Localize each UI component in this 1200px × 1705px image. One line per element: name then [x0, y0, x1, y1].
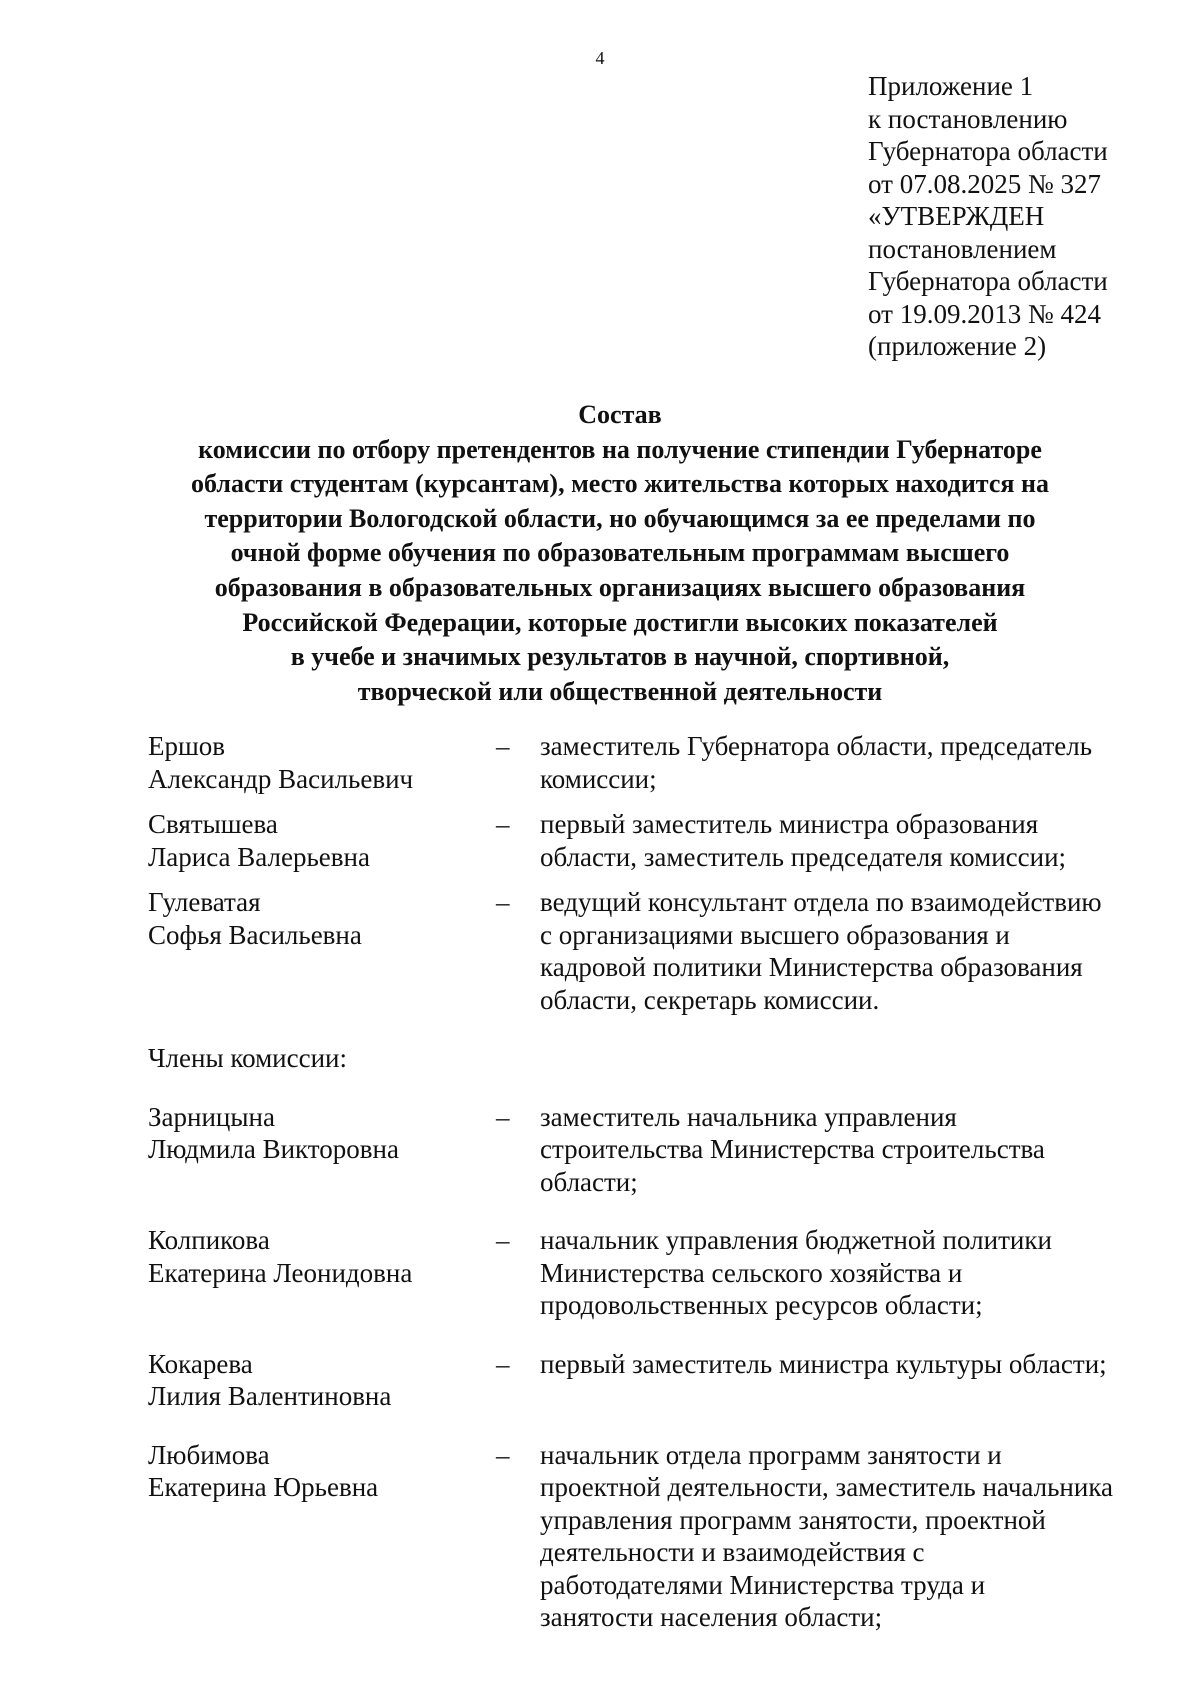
role-line: первый заместитель министра образования [540, 809, 1039, 839]
member-row [148, 1224, 1188, 1322]
appendix-line: (приложение 2) [868, 331, 1047, 361]
appendix-line: Приложение 1 [868, 71, 1034, 101]
member-surname: Ершов [148, 731, 226, 761]
role-line: управления программ занятости, проектной [540, 1504, 1046, 1535]
title-line: области студентам (курсантам), место жительства которых находится на [191, 469, 1049, 499]
role-line: проектной деятельности, заместитель начальника [540, 1472, 1114, 1502]
role-line: работодателями Министерства труда и [540, 1569, 986, 1600]
member-name [148, 1224, 488, 1289]
role-line: первый заместитель министра культуры области; [540, 1348, 1107, 1379]
member-name [148, 886, 488, 951]
role-line: с организациями высшего образования и [540, 919, 1010, 950]
title-line: Российской Федерации, которые достигли высоких показателей [242, 607, 998, 637]
member-surname: Любимова [148, 1439, 270, 1470]
role-line: ведущий консультант отдела по взаимодействию [540, 887, 1102, 917]
title-heading: Состав [578, 400, 662, 429]
member-row [148, 1101, 1188, 1199]
title-line: образования в образовательных организациях высшего образования [214, 572, 1026, 602]
member-row [148, 730, 1188, 795]
appendix-line: «УТВЕРЖДЕН [868, 201, 1045, 231]
member-role [540, 1348, 1188, 1381]
member-given-name: Лилия Валентиновна [148, 1381, 392, 1411]
member-role [540, 1439, 1188, 1634]
dash-separator: – [496, 731, 510, 761]
role-line: строительства Министерства строительства [540, 1134, 1045, 1164]
member-given-name: Лариса Валерьевна [148, 841, 370, 872]
member-given-name: Софья Васильевна [148, 919, 362, 950]
commission-list [148, 730, 1188, 1634]
member-row [148, 808, 1188, 873]
dash-separator: – [496, 887, 510, 917]
member-role [540, 808, 1188, 873]
member-role [540, 886, 1188, 1016]
title-line: творческой или общественной деятельности [357, 676, 883, 706]
member-name [148, 730, 488, 795]
member-surname: Святышева [148, 809, 278, 839]
member-surname: Кокарева [148, 1348, 253, 1379]
appendix-line: Губернатора области [868, 266, 1108, 296]
dash-separator: – [496, 1348, 510, 1379]
role-line: области, секретарь комиссии. [540, 984, 880, 1015]
member-row [148, 1348, 1188, 1413]
member-name [148, 1439, 488, 1504]
member-surname: Колпикова [148, 1225, 270, 1255]
role-line: начальник отдела программ занятости и [540, 1439, 1002, 1470]
member-row [148, 886, 1188, 1016]
role-line: занятости населения области; [540, 1602, 883, 1632]
appendix-line: от 07.08.2025 № 327 [868, 168, 1101, 199]
member-name [148, 808, 488, 873]
dash-separator: – [496, 809, 510, 839]
appendix-line: Губернатора области [868, 136, 1108, 166]
appendix-line: от 19.09.2013 № 424 [868, 298, 1101, 329]
title-line: территории Вологодской области, но обучающимся за ее пределами по [204, 503, 1036, 533]
member-given-name: Людмила Викторовна [148, 1134, 399, 1164]
member-name [148, 1348, 488, 1413]
title-line: комиссии по отбору претендентов на получение стипендии Губернаторе [198, 434, 1042, 464]
member-surname: Зарницына [148, 1101, 275, 1132]
role-line: продовольственных ресурсов области; [540, 1290, 983, 1320]
title-line: в учебе и значимых результатов в научной, спортивной, [290, 642, 950, 672]
appendix-stamp [868, 70, 1188, 363]
dash-separator: – [496, 1101, 510, 1132]
member-row [148, 1439, 1188, 1634]
appendix-line: к постановлению [868, 103, 1068, 134]
document-title [100, 398, 1140, 709]
appendix-line: постановлением [868, 233, 1057, 264]
role-line: комиссии; [540, 763, 657, 794]
role-line: области, заместитель председателя комиссии; [540, 841, 1067, 872]
member-given-name: Екатерина Леонидовна [148, 1257, 413, 1288]
role-line: заместитель Губернатора области, председатель [540, 731, 1093, 761]
dash-separator: – [496, 1225, 510, 1255]
members-section-label: Члены комиссии: [148, 1043, 347, 1073]
page-number: 4 [595, 48, 605, 68]
title-line: очной форме обучения по образовательным программам высшего [230, 538, 1010, 568]
member-given-name: Александр Васильевич [148, 763, 414, 794]
dash-separator: – [496, 1439, 510, 1470]
role-line: заместитель начальника управления [540, 1101, 957, 1132]
role-line: кадровой политики Министерства образования [540, 952, 1083, 982]
role-line: деятельности и взаимодействия с [540, 1537, 925, 1567]
member-role [540, 1101, 1188, 1199]
member-name [148, 1101, 488, 1166]
role-line: области; [540, 1166, 638, 1197]
role-line: начальник управления бюджетной политики [540, 1225, 1052, 1255]
member-given-name: Екатерина Юрьевна [148, 1472, 379, 1502]
member-surname: Гулеватая [148, 887, 261, 917]
member-role [540, 1224, 1188, 1322]
member-role [540, 730, 1188, 795]
role-line: Министерства сельского хозяйства и [540, 1257, 963, 1288]
